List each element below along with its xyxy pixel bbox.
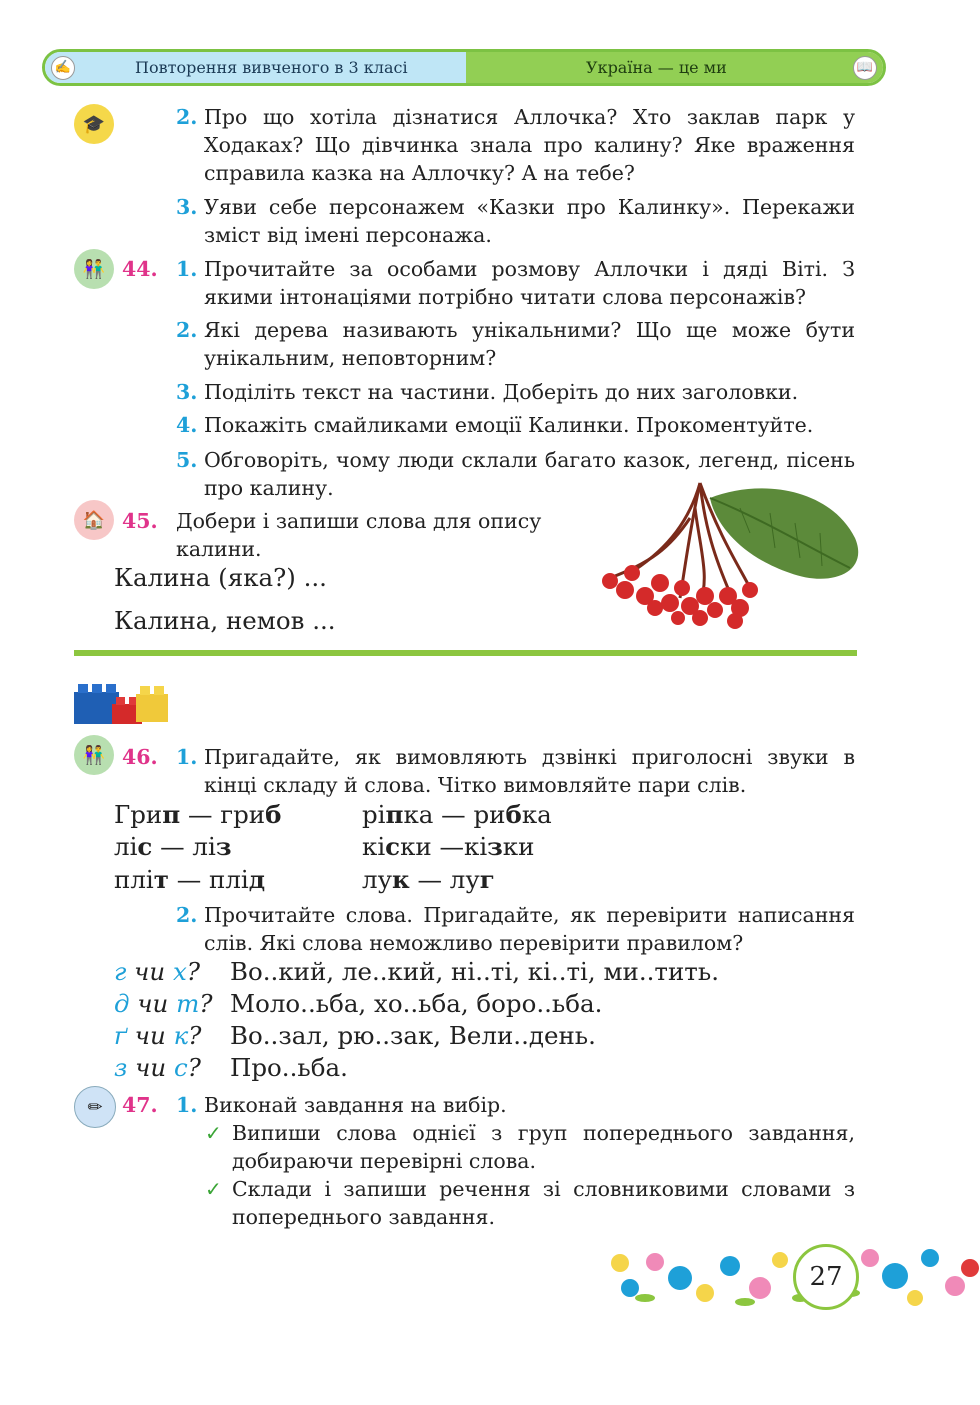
question-text: Про що хотіла дізнатися Аллочка? Хто заклав парк у Ходаках? Що дівчинка знала про калину? Яке враження справила казка на Аллочку? А на тебе? <box>204 105 855 185</box>
exercise-number: 47. <box>122 1093 158 1117</box>
book-icon: 📖 <box>853 56 877 80</box>
question-text: Покажіть смайликами емоції Калинки. Прокоментуйте. <box>204 413 814 437</box>
letter-choice: г чи х? <box>114 957 200 986</box>
home-task-icon: 🏠 <box>74 500 114 540</box>
item-number: 2. <box>176 903 198 927</box>
checkmark-icon: ✓ <box>205 1177 222 1201</box>
header-right <box>466 52 883 83</box>
header-right-title: Україна — це ми <box>586 58 727 77</box>
pair-work-icon: 👫 <box>74 735 114 775</box>
header-left <box>45 52 466 83</box>
word-pair: Грип — гриб <box>114 800 282 829</box>
graduation-cap-icon: 🎓 <box>74 104 114 144</box>
word-pair: кіски —кізки <box>362 832 535 861</box>
word-pair: ріпка — рибка <box>362 800 552 829</box>
exercise-number: 44. <box>122 257 158 281</box>
question-text: Обговоріть, чому люди склали багато казок, легенд, пісень про калину. <box>204 448 855 500</box>
page-header <box>42 49 886 86</box>
word-pair: лук — луг <box>362 865 495 894</box>
word-row: Во..кий, ле..кий, ні..ті, кі..ті, ми..тить. <box>230 957 719 986</box>
header-left-title: Повторення вивченого в 3 класі <box>135 58 408 77</box>
option-text: Склади і запиши речення зі словниковими словами з попереднього завдання. <box>232 1177 855 1229</box>
word-row: Моло..ьба, хо..ьба, боро..ьба. <box>230 989 603 1018</box>
item-number: 2. <box>176 105 198 129</box>
question-text: Прочитайте слова. Пригадайте, як перевірити написання слів. Які слова неможливо перевірити правилом? <box>204 903 855 955</box>
item-number: 5. <box>176 448 198 472</box>
item-number: 2. <box>176 318 198 342</box>
item-number: 1. <box>176 745 198 769</box>
task-text: Добери і запиши слова для опису калини. <box>176 509 542 561</box>
pen-icon: ✍ <box>51 56 75 80</box>
section-divider <box>74 650 857 656</box>
question-text: Які дерева називають унікальними? Що ще може бути унікальним, неповторним? <box>204 318 855 370</box>
letter-choice: д чи т? <box>114 989 213 1018</box>
question-text: Пригадайте, як вимовляють дзвінкі приголосні звуки в кінці складу й слова. Чітко вимовляйте пари слів. <box>204 745 855 797</box>
letter-choice: ґ чи к? <box>114 1021 202 1050</box>
question-text: Поділіть текст на частини. Доберіть до них заголовки. <box>204 380 799 404</box>
question-text: Уяви себе персонажем «Казки про Калинку». Перекажи зміст від імені персонажа. <box>204 195 855 247</box>
option-text: Випиши слова однієї з груп попереднього завдання, добираючи перевірні слова. <box>232 1121 855 1173</box>
checkmark-icon: ✓ <box>205 1121 222 1145</box>
lego-blocks-icon <box>74 680 170 726</box>
item-number: 3. <box>176 195 198 219</box>
word-row: Во..зал, рю..зак, Вели..день. <box>230 1021 596 1050</box>
word-pair: ліс — ліз <box>114 832 232 861</box>
pair-work-icon: 👫 <box>74 249 114 289</box>
word-pair: пліт — плід <box>114 865 266 894</box>
exercise-number: 46. <box>122 745 158 769</box>
flower-border-decoration <box>600 1238 980 1314</box>
leaf <box>710 488 858 578</box>
exercise-number: 45. <box>122 509 158 533</box>
question-text: Виконай завдання на вибір. <box>204 1093 507 1117</box>
answer-line: Калина (яка?) ... <box>114 563 327 592</box>
question-text: Прочитайте за особами розмову Аллочки і дяді Віті. З якими інтонаціями потрібно читати слова персонажів? <box>204 257 855 309</box>
word-row: Про..ьба. <box>230 1053 348 1082</box>
writing-task-icon: ✏ <box>74 1086 116 1128</box>
item-number: 3. <box>176 380 198 404</box>
answer-line: Калина, немов ... <box>114 606 336 635</box>
letter-choice: з чи с? <box>114 1053 201 1082</box>
item-number: 4. <box>176 413 198 437</box>
page-number: 27 <box>793 1244 859 1310</box>
viburnum-berries-image <box>590 478 980 638</box>
item-number: 1. <box>176 257 198 281</box>
item-number: 1. <box>176 1093 198 1117</box>
